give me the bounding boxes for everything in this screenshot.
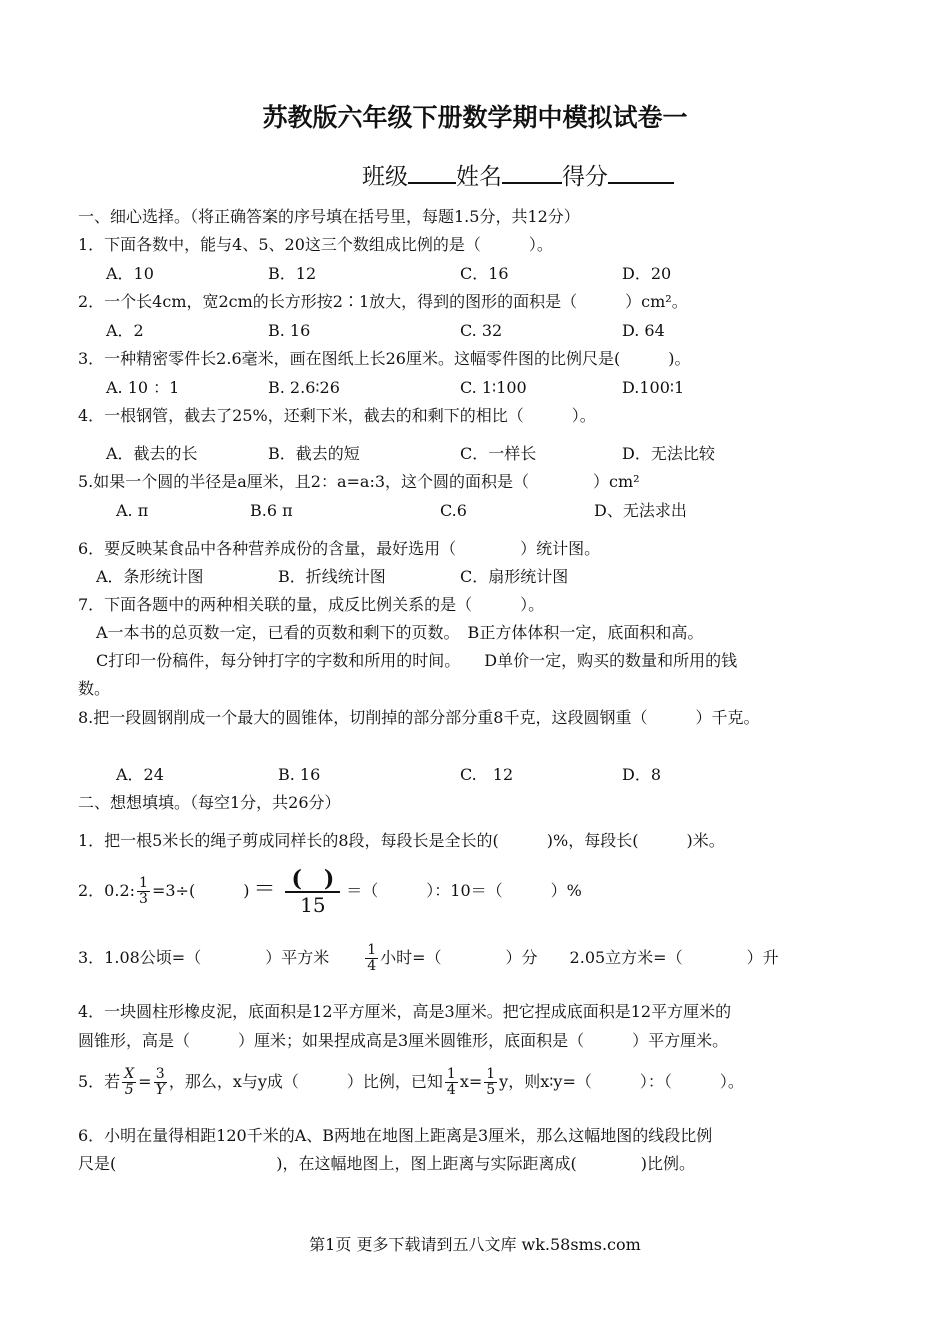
s1-q2-option-a: A．2 (106, 321, 144, 340)
s1-q4-option-b: B．截去的短 (268, 444, 360, 463)
s2-q2-prefix: 2．0.2: (78, 881, 136, 900)
s2-q5-f2-den: Y (155, 1082, 165, 1098)
s2-q5-eq: = (138, 1072, 152, 1091)
s2-q5-line (78, 1060, 744, 1104)
s1-q1-text: 1．下面各数中，能与4、5、20这三个数组成比例的是（ ）。 (78, 235, 553, 254)
s2-q2-big-den: 15 (300, 892, 326, 917)
s2-q2-frac1-den: 3 (139, 891, 148, 907)
s1-q6-option-a: A．条形统计图 (96, 567, 204, 586)
s2-q5-prefix: 5．若 (78, 1072, 121, 1091)
s1-q3-option-c: C. 1∶100 (460, 378, 527, 397)
s1-q7-text: 7．下面各题中的两种相关联的量，成反比例关系的是（ ）。 (78, 595, 545, 614)
s2-q1-text: 1．把一根5米长的绳子剪成同样长的8段，每段长是全长的( )%，每段长( )米。 (78, 831, 725, 850)
page-title: 苏教版六年级下册数学期中模拟试卷一 (262, 103, 688, 132)
s1-q2-text: 2．一个长4cm，宽2cm的长方形按2∶1放大，得到的图形的面积是（ ）cm²。 (78, 292, 688, 311)
s1-q7-line-a: A一本书的总页数一定，已看的页数和剩下的页数。 B正方体体积一定，底面积和高。 (96, 623, 704, 642)
s2-q5-f3-den: 4 (446, 1082, 456, 1098)
s1-q4-text: 4．一根钢管，截去了25%，还剩下米，截去的和剩下的相比（ ）。 (78, 406, 596, 425)
s2-q2-line (78, 866, 582, 917)
s1-q3-option-d: D.100∶1 (622, 378, 685, 397)
s2-q3-frac-den: 4 (367, 958, 377, 974)
s1-q8-option-a: A．24 (116, 765, 164, 784)
s1-q8-option-d: D．8 (622, 765, 662, 784)
s2-q2-eq: ＝ (253, 877, 276, 902)
s2-q3-frac-num: 1 (367, 942, 377, 958)
section2-heading: 二、想想填填。（每空1分，共26分） (78, 793, 341, 812)
score-label: 得分 (562, 164, 608, 190)
s2-q3-part2: 小时=（ ）分 2.05立方米=（ ）升 (380, 948, 779, 967)
s2-q5-f1-num: X (124, 1066, 135, 1082)
s2-q5-f4-den: 5 (486, 1082, 496, 1098)
s2-q3-part1: 3．1.08公顷=（ ）平方米 (78, 948, 330, 967)
s2-q2-frac1-num: 1 (139, 875, 148, 891)
s2-q5-mid2: x= (459, 1072, 483, 1091)
s2-q3-line (78, 936, 779, 980)
s1-q8-text: 8.把一段圆钢削成一个最大的圆锥体，切削掉的部分部分重8千克，这段圆钢重（ ）千克。 (78, 708, 760, 727)
s2-q4-line1: 4．一块圆柱形橡皮泥，底面积是12平方厘米，高是3厘米。把它捏成底面积是12平方厘米的 (78, 1002, 732, 1021)
s1-q1-option-b: B．12 (268, 264, 317, 283)
s2-q5-fraction-3 (445, 1067, 458, 1098)
s2-q2-fraction-1 (137, 876, 150, 907)
name-label: 姓名 (456, 164, 502, 190)
s1-q3-text: 3．一种精密零件长2.6毫米，画在图纸上长26厘米。这幅零件图的比例尺是( )。 (78, 349, 691, 368)
s1-q5-option-b: B.6 π (250, 501, 293, 520)
s1-q8-option-b: B. 16 (278, 765, 321, 784)
s2-q5-f3-num: 1 (446, 1066, 456, 1082)
s2-q5-f1-den: 5 (124, 1082, 134, 1098)
s2-q5-f4-num: 1 (486, 1066, 496, 1082)
s1-q2-option-d: D. 64 (622, 321, 665, 340)
s1-q3-option-b: B. 2.6∶26 (268, 378, 340, 397)
s2-q5-mid: ，那么，x与y成（ ）比例，已知 (168, 1072, 443, 1091)
s1-q1-option-c: C．16 (460, 264, 509, 283)
s1-q5-option-a: A. π (116, 501, 149, 520)
s2-q2-mid: =3÷( ) (151, 881, 250, 900)
name-blank[interactable] (502, 160, 562, 184)
s2-q2-big-num: ( ) (285, 867, 340, 893)
s1-q5-option-c: C.6 (440, 501, 467, 520)
student-info (362, 158, 674, 191)
s2-q2-big-fraction (285, 867, 340, 917)
s2-q5-f2-num: 3 (154, 1067, 167, 1083)
s1-q4-option-a: A．截去的长 (106, 444, 198, 463)
s2-q2-tail: ＝（ ）：10＝（ ）% (346, 881, 582, 900)
s2-q5-fraction-2 (154, 1067, 167, 1098)
s1-q5-option-d: D、无法求出 (594, 501, 687, 520)
page-footer: 第1页 更多下载请到五八文库 wk.58sms.com (309, 1235, 641, 1254)
s1-q4-option-d: D．无法比较 (622, 444, 715, 463)
s1-q8-option-c: C. 12 (460, 765, 514, 784)
s2-q3-fraction (365, 943, 378, 974)
class-blank[interactable] (408, 160, 456, 184)
s2-q6-line1: 6．小明在量得相距120千米的A、B两地在地图上距离是3厘米，那么这幅地图的线段比例 (78, 1126, 713, 1145)
s1-q6-text: 6．要反映某食品中各种营养成份的含量，最好选用（ ）统计图。 (78, 539, 601, 558)
s2-q6-line2: 尺是( )，在这幅地图上，图上距离与实际距离成( )比例。 (78, 1154, 695, 1173)
s2-q4-line2: 圆锥形，高是（ ）厘米；如果捏成高是3厘米圆锥形，底面积是（ ）平方厘米。 (78, 1031, 729, 1050)
s1-q3-option-a: A. 10 ：1 (106, 378, 180, 397)
class-label: 班级 (362, 164, 408, 190)
s1-q6-option-b: B．折线统计图 (278, 567, 386, 586)
s1-q2-option-b: B. 16 (268, 321, 311, 340)
s1-q2-option-c: C. 32 (460, 321, 503, 340)
s2-q5-tail: y，则x∶y=（ ）：（ ）。 (499, 1072, 744, 1091)
s1-q7-line-end: 数。 (78, 679, 111, 698)
score-blank[interactable] (608, 160, 674, 184)
s2-q5-fraction-4 (484, 1067, 497, 1098)
s2-q5-fraction-1 (122, 1067, 136, 1098)
s1-q5-text: 5.如果一个圆的半径是a厘米，且2：a=a:3，这个圆的面积是（ ）cm² (78, 472, 640, 491)
s1-q7-line-c: C打印一份稿件，每分钟打字的字数和所用的时间。 D单价一定，购买的数量和所用的钱 (96, 651, 738, 670)
s1-q1-option-a: A．10 (106, 264, 154, 283)
s1-q4-option-c: C．一样长 (460, 444, 537, 463)
section1-heading: 一、细心选择。（将正确答案的序号填在括号里，每题1.5分，共12分） (78, 207, 580, 226)
s1-q1-option-d: D．20 (622, 264, 672, 283)
s1-q6-option-c: C．扇形统计图 (460, 567, 569, 586)
